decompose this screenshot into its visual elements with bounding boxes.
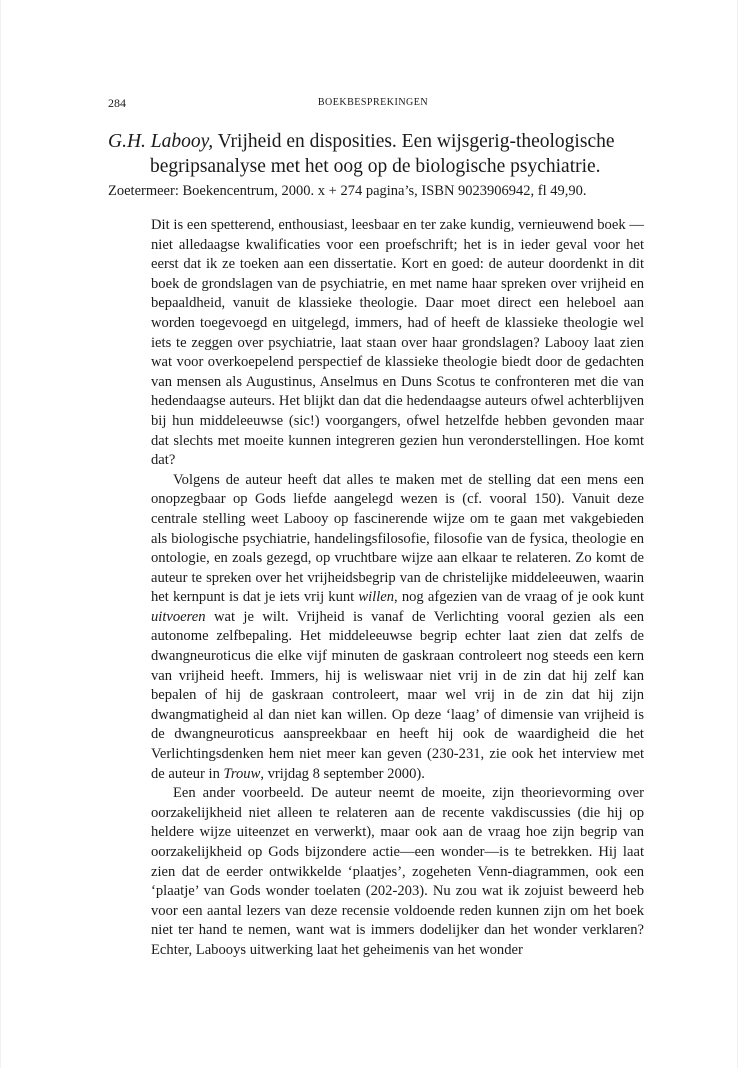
page-number: 284: [108, 96, 126, 110]
paragraph-text: Volgens de auteur heeft dat alles te maken met de stelling dat een mens een onopzegbaar op Gods liefde aangelegd wezen is (cf. vooral 150). Vanuit deze centrale stelling weet Labooy op fascinerende wijze om te gaan met vakgebieden als biologische psychiatrie, handelingsfilosofie, filosofie van de fysica, theologie en ontologie, en zoals gezegd, op vruchtbare wijze aan elkaar te relateren. Zo komt de auteur te spreken over het vrijheidsbegrip van de christelijke middeleeuwen, waarin het kernpunt is dat je iets vrij kunt: [151, 471, 644, 606]
emphasis: uitvoeren: [151, 608, 206, 625]
citation-author: G.H. Labooy,: [108, 131, 214, 152]
book-citation: [108, 130, 668, 201]
citation-title: Vrijheid en disposities. Een wijsgerig-theologische begripsanalyse met het oog op de biologische psychiatrie.: [150, 131, 615, 177]
paragraph-text: , vrijdag 8 september 2000).: [260, 765, 425, 782]
paragraph-text: , nog afgezien van de vraag of je ook kunt: [394, 589, 644, 606]
paragraph: [151, 471, 644, 785]
running-title: BOEKBESPREKINGEN: [317, 97, 429, 108]
paragraph-text: Dit is een spetterend, enthousiast, leesbaar en ter zake kundig, vernieuwend boek — niet alledaagse kwalificaties voor een proefschrift; het is in ieder geval voor het eerst dat ik ze toeken aan een dissertatie. Kort en goed: de auteur doordenkt in dit boek de grondslagen van de psychiatrie, en met name haar spreken over vrijheid en bepaaldheid, vanuit de klassieke theologie. Daar moet direct een heleboel aan worden toegevoegd en uitgelegd, immers, had of heeft de klassieke theologie wel iets te zeggen over psychiatrie, laat staan over haar grondslagen? Labooy laat zien wat voor overkoepelend perspectief de klassieke theologie biedt door de gedachten van mensen als Augustinus, Anselmus en Duns Scotus te confronteren met die van hedendaagse auteurs. Het blijkt dan dat die hedendaagse auteurs ofwel achterblijven bij hun middeleeuwse (sic!) voorgangers, ofwel hetzelfde hebben gevonden maar dat slechts met moeite kunnen integreren gezien hun veronderstellingen. Hoe komt dat?: [151, 217, 644, 469]
review-body: [151, 216, 644, 961]
paragraph-text: Een ander voorbeeld. De auteur neemt de moeite, zijn theorievorming over oorzakelijkheid niet alleen te relateren aan de recente vakdiscussies (die hij op heldere wijze uiteenzet en verwerkt), maar ook aan de vraag hoe zijn begrip van oorzakelijkheid op Gods bijzondere actie—een wonder—is te betrekken. Hij laat zien dat de eerder ontwikkelde ‘plaatjes’, zogeheten Venn-diagrammen, ook een ‘plaatje’ van Gods wonder toelaten (202-203). Nu zou wat ik zojuist beweerd heb voor een aantal lezers van deze recensie voldoende reden kunnen zijn om het boek niet ter hand te nemen, want wat is immers dodelijker dan het wonder verklaren? Echter, Labooys uitwerking laat het geheimenis van het wonder: [151, 785, 644, 958]
citation-heading: [108, 130, 668, 179]
running-head: [108, 96, 638, 112]
emphasis: willen: [358, 589, 395, 606]
publication-info: Zoetermeer: Boekencentrum, 2000. x + 274 pagina’s, ISBN 9023906942, fl 49,90.: [108, 183, 587, 199]
paragraph: [151, 216, 644, 471]
paragraph: [151, 784, 644, 960]
paragraph-text: wat je wilt. Vrijheid is vanaf de Verlichting vooral gezien als een autonome zelfbepaling. Het middeleeuwse begrip echter laat zien dat zelfs de dwangneuroticus die elke vijf minuten de gaskraan controleert nog steeds een kern van vrijheid heeft. Immers, hij is weliswaar niet vrij in de zin dat hij zelf kan bepalen of hij de gaskraan controleert, maar wel vrij in de zin dat hij zijn dwangmatigheid al dan niet kan willen. Op deze ‘laag’ of dimensie van vrijheid is de dwangneuroticus aanspreekbaar en heeft hij ook de waardigheid die het Verlichtingsdenken hem niet meer kan geven (230-231, zie ook het interview met de auteur in: [151, 608, 644, 782]
emphasis: Trouw: [223, 765, 261, 782]
